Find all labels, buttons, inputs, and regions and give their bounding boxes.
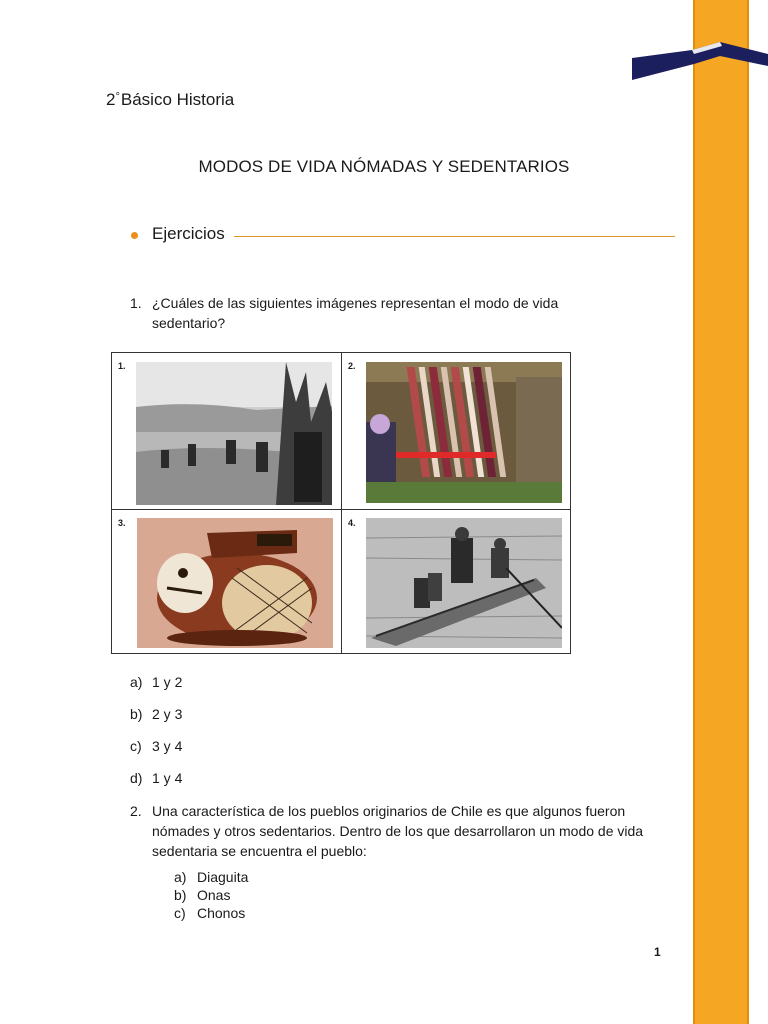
- weaving-loom-photo-icon: [366, 362, 562, 503]
- image-cell-2: [342, 353, 570, 510]
- page-title: MODOS DE VIDA NÓMADAS Y SEDENTARIOS: [198, 157, 570, 176]
- image-label: 2.: [348, 361, 356, 371]
- grade-subject-heading: [106, 90, 234, 110]
- option-text: Chonos: [197, 905, 246, 921]
- image-cell-1: [112, 353, 342, 510]
- question-number: 2.: [130, 803, 142, 819]
- option-letter: b): [130, 706, 143, 722]
- grade-number: 2: [106, 90, 116, 109]
- nomad-hunters-photo-icon: [136, 362, 332, 505]
- option-letter: a): [174, 869, 187, 885]
- option-text: Onas: [197, 887, 231, 903]
- image-label: 1.: [118, 361, 126, 371]
- grade-degree: °: [115, 91, 120, 103]
- ribbon-decoration-icon: [632, 38, 768, 82]
- option-letter: a): [130, 674, 143, 690]
- question-2: [130, 801, 690, 861]
- bullet-icon: [131, 232, 138, 239]
- image-label: 4.: [348, 518, 356, 528]
- image-cell-3: [112, 510, 342, 653]
- question-text: ¿Cuáles de las siguientes imágenes representan el modo de vida sedentario?: [152, 295, 559, 331]
- grade-text: Básico Historia: [120, 90, 235, 109]
- image-cell-4: [342, 510, 570, 653]
- section-rule: [234, 236, 675, 237]
- image-grid: [111, 352, 571, 654]
- option-letter: c): [174, 905, 186, 921]
- section-heading: [130, 224, 675, 248]
- orange-side-bar: [693, 0, 749, 1024]
- question-number: 1.: [130, 295, 142, 311]
- option-text: 2 y 3: [152, 706, 183, 722]
- diaguita-pottery-photo-icon: [137, 518, 333, 648]
- option-text: 1 y 2: [152, 674, 183, 690]
- option-text: Diaguita: [197, 869, 249, 885]
- option-letter: c): [130, 738, 142, 754]
- option-text: 1 y 4: [152, 770, 183, 786]
- page-number: 1: [654, 945, 661, 959]
- question-1: [130, 293, 690, 333]
- section-label: Ejercicios: [152, 224, 225, 243]
- option-letter: d): [130, 770, 143, 786]
- option-text: 3 y 4: [152, 738, 183, 754]
- option-letter: b): [174, 887, 187, 903]
- question-text: Una característica de los pueblos originarios de Chile es que algunos fueron nómades y otros sedentarios. Dentro de los que desarrollaron un modo de vida sedentaria se encuentra el pueblo:: [152, 803, 644, 859]
- image-label: 3.: [118, 518, 126, 528]
- canoe-people-photo-icon: [366, 518, 562, 648]
